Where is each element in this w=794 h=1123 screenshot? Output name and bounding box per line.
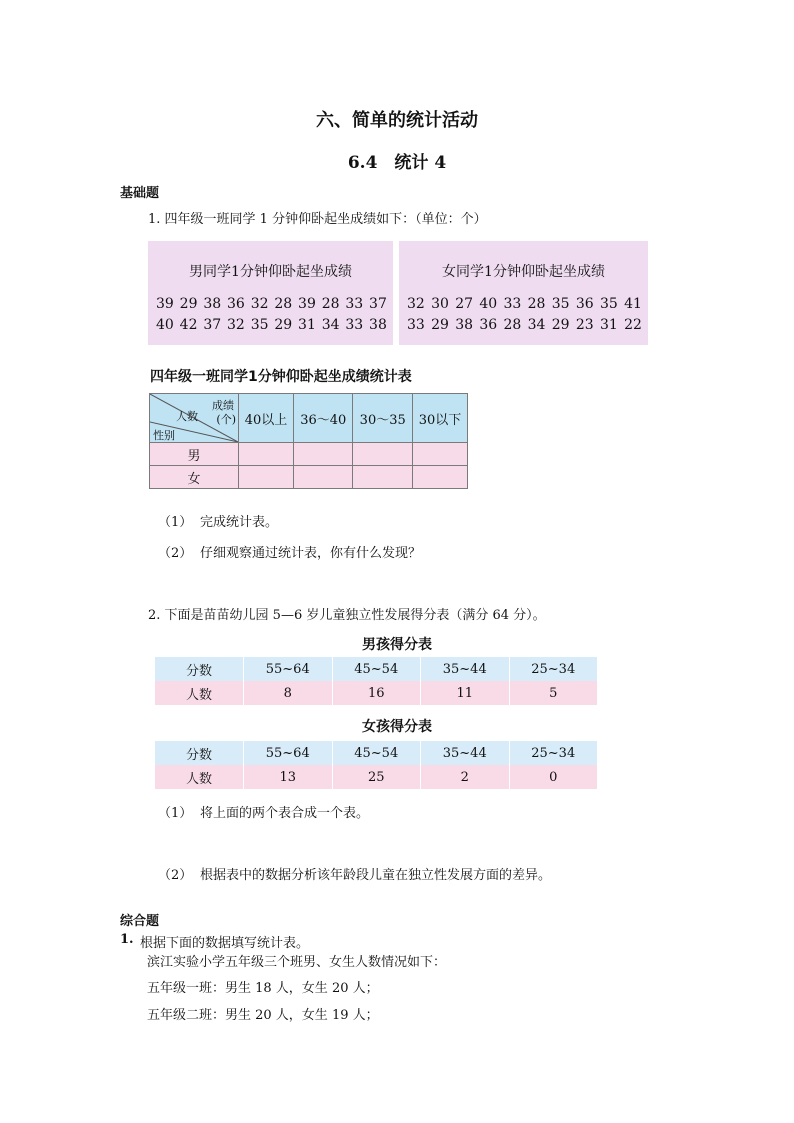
row-label-score: 分数 [155, 741, 244, 765]
stats-table-corner [150, 394, 239, 443]
comprehensive-line-1: 滨江实验小学五年级三个班男、女生人数情况如下： [147, 955, 447, 970]
score-value: 38 [369, 317, 387, 333]
count-value: 16 [332, 681, 421, 705]
score-value: 35 [250, 317, 269, 333]
count-value: 25 [332, 765, 421, 789]
row-label-count: 人数 [155, 681, 244, 705]
score-value: 33 [345, 296, 364, 312]
score-value: 35 [600, 296, 618, 312]
score-value: 36 [479, 317, 498, 333]
column-header: 36～40 [294, 394, 353, 443]
score-value: 29 [431, 317, 449, 333]
count-value: 13 [244, 765, 333, 789]
score-value: 28 [503, 317, 522, 333]
row-label-female: 女 [150, 466, 239, 489]
score-value: 28 [527, 296, 546, 312]
question-2-text: 2. 下面是苗苗幼儿园 5—6 岁儿童独立性发展得分表（满分 64 分）。 [148, 608, 546, 623]
girls-score-row-1 [407, 296, 642, 312]
score-value: 38 [203, 296, 222, 312]
comprehensive-q1-number: 1. [120, 932, 134, 947]
score-value: 40 [479, 296, 498, 312]
score-value: 32 [250, 296, 269, 312]
corner-unit-label: (个) [216, 413, 236, 426]
score-range: 55~64 [244, 657, 333, 681]
score-value: 37 [369, 296, 387, 312]
row-label-count: 人数 [155, 765, 244, 789]
comprehensive-q1-text: 根据下面的数据填写统计表。 [140, 936, 310, 951]
table-cell[interactable] [353, 466, 412, 489]
q2-sub2-number: （2） [158, 868, 193, 883]
score-range: 25~34 [509, 741, 598, 765]
score-value: 39 [298, 296, 316, 312]
girls-score-box [399, 241, 648, 345]
score-value: 32 [227, 317, 245, 333]
count-value: 0 [509, 765, 598, 789]
q1-sub1-text: 完成统计表。 [200, 515, 279, 530]
score-value: 38 [455, 317, 474, 333]
q1-sub2-number: （2） [158, 546, 193, 561]
score-value: 29 [551, 317, 570, 333]
row-label-score: 分数 [155, 657, 244, 681]
score-value: 39 [156, 296, 174, 312]
girls-score-box-title: 女同学1分钟仰卧起坐成绩 [442, 264, 605, 280]
score-value: 41 [624, 296, 642, 312]
count-value: 8 [244, 681, 333, 705]
table-cell[interactable] [353, 443, 412, 466]
girls-score-row-2 [407, 317, 642, 333]
corner-score-label: 成绩 [212, 399, 234, 412]
score-value: 29 [179, 296, 198, 312]
column-header: 30以下 [412, 394, 467, 443]
score-value: 36 [575, 296, 594, 312]
score-value: 28 [274, 296, 293, 312]
table-row [150, 466, 468, 489]
table-row [155, 741, 598, 765]
question-1-text: 1. 四年级一班同学 1 分钟仰卧起坐成绩如下：（单位：个） [148, 212, 487, 227]
basic-heading: 基础题 [120, 186, 160, 201]
girls-table-title: 女孩得分表 [362, 719, 432, 735]
table-cell[interactable] [239, 443, 294, 466]
table-cell[interactable] [294, 443, 353, 466]
count-value: 5 [509, 681, 598, 705]
q2-sub1-number: （1） [158, 806, 193, 821]
boys-score-row-2 [156, 317, 387, 333]
q1-sub1-number: （1） [158, 515, 193, 530]
corner-gender-label: 性别 [153, 429, 175, 442]
count-value: 2 [421, 765, 510, 789]
comprehensive-line-2: 五年级一班：男生 18 人，女生 20 人； [147, 981, 379, 996]
corner-count-label: 人数 [176, 410, 198, 423]
comprehensive-line-3: 五年级二班：男生 20 人，女生 19 人； [147, 1008, 379, 1023]
score-value: 23 [575, 317, 594, 333]
table-cell[interactable] [412, 443, 467, 466]
table-cell[interactable] [239, 466, 294, 489]
score-value: 40 [156, 317, 174, 333]
table-row [155, 765, 598, 789]
score-value: 27 [455, 296, 474, 312]
boys-score-box-title: 男同学1分钟仰卧起坐成绩 [189, 264, 352, 280]
score-range: 45~54 [332, 657, 421, 681]
score-value: 34 [527, 317, 546, 333]
q1-sub2-text: 仔细观察通过统计表，你有什么发现？ [200, 546, 422, 561]
table-cell[interactable] [294, 466, 353, 489]
score-value: 33 [345, 317, 364, 333]
score-value: 22 [624, 317, 642, 333]
score-value: 34 [321, 317, 340, 333]
table-row [155, 681, 598, 705]
boys-table-title: 男孩得分表 [362, 637, 432, 653]
stats-table [149, 393, 468, 489]
comprehensive-heading: 综合题 [120, 914, 160, 929]
column-header: 40以上 [239, 394, 294, 443]
score-range: 35~44 [421, 657, 510, 681]
section-title: 6.4 统计 4 [347, 153, 447, 173]
stats-table-caption: 四年级一班同学1分钟仰卧起坐成绩统计表 [150, 369, 412, 385]
count-value: 11 [421, 681, 510, 705]
q2-sub2-text: 根据表中的数据分析该年龄段儿童在独立性发展方面的差异。 [200, 868, 552, 883]
score-value: 42 [179, 317, 198, 333]
girls-score-table [155, 741, 598, 789]
boys-score-table [155, 657, 598, 705]
score-value: 37 [203, 317, 222, 333]
score-value: 32 [407, 296, 425, 312]
boys-score-row-1 [156, 296, 387, 312]
table-row [155, 657, 598, 681]
score-range: 45~54 [332, 741, 421, 765]
score-value: 30 [431, 296, 449, 312]
score-value: 36 [227, 296, 245, 312]
score-value: 33 [503, 296, 522, 312]
column-header: 30～35 [353, 394, 412, 443]
row-label-male: 男 [150, 443, 239, 466]
score-value: 31 [298, 317, 316, 333]
table-cell[interactable] [412, 466, 467, 489]
score-value: 31 [600, 317, 618, 333]
score-range: 55~64 [244, 741, 333, 765]
score-value: 28 [321, 296, 340, 312]
score-range: 35~44 [421, 741, 510, 765]
chapter-title: 六、简单的统计活动 [316, 110, 478, 131]
score-range: 25~34 [509, 657, 598, 681]
score-value: 29 [274, 317, 293, 333]
score-value: 33 [407, 317, 425, 333]
q2-sub1-text: 将上面的两个表合成一个表。 [200, 806, 370, 821]
boys-score-box [148, 241, 393, 345]
score-value: 35 [551, 296, 570, 312]
table-row [150, 443, 468, 466]
